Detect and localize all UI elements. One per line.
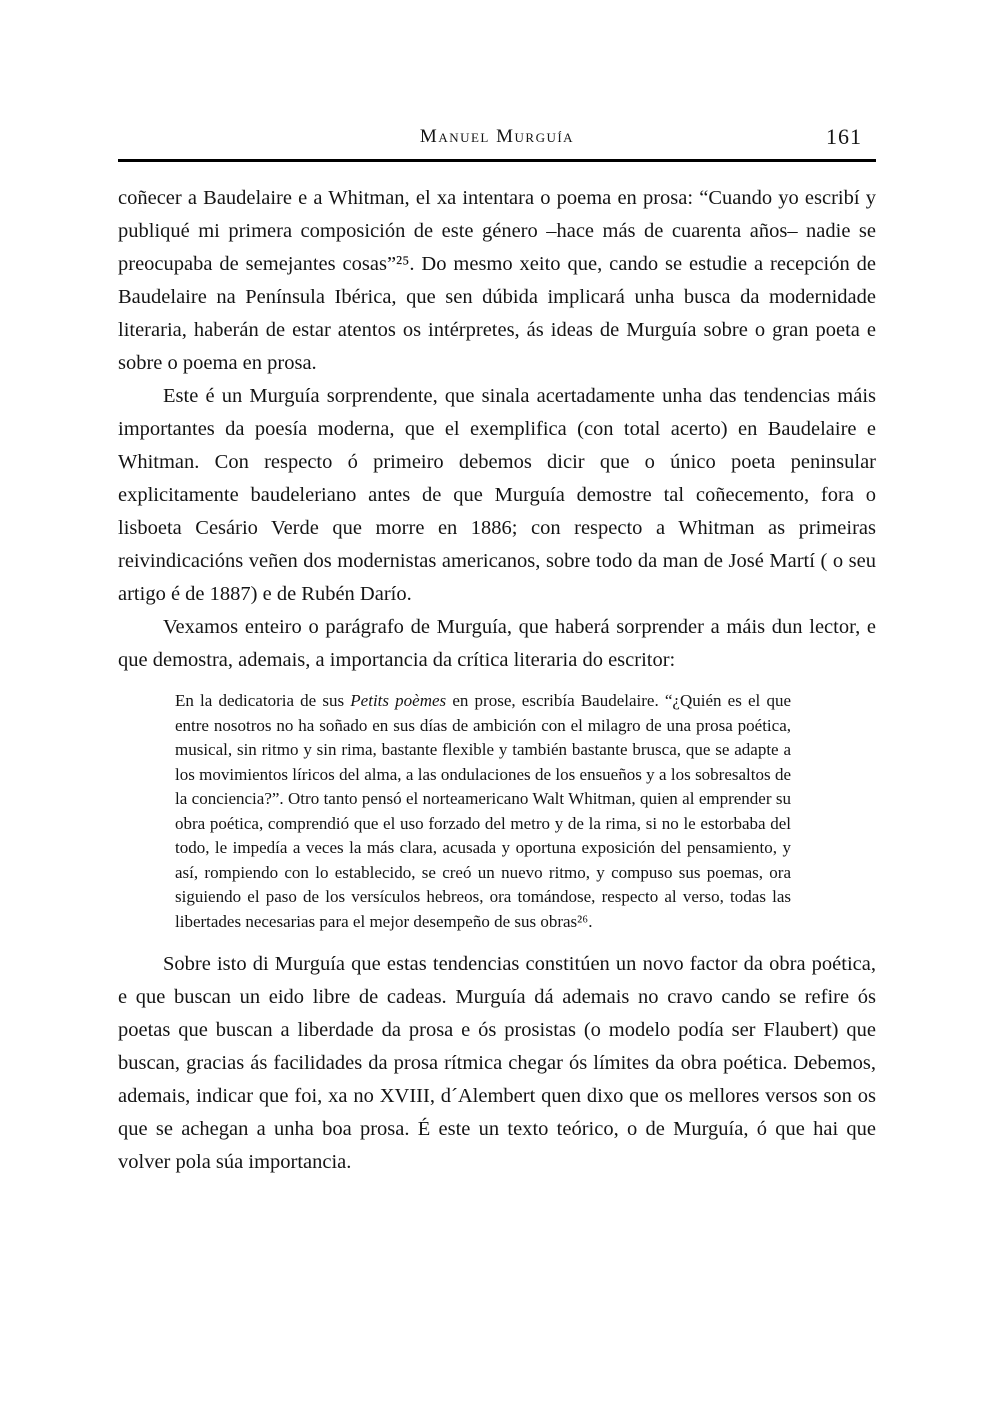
body-text [118, 182, 876, 1179]
page-header [118, 122, 876, 152]
block-quote [175, 689, 791, 934]
quote-text-after-title: en prose, escribía Baudelaire. “¿Quién es el que entre nosotros no ha soñado en sus días de ambición con el milagro de una prosa poética, musical, sin ritmo y sin rima, bastante flexible y también bastante brusca, que se adapte a los movimientos líricos del alma, a las ondulaciones de los ensueños y a los sobresaltos de la conciencia?”. Otro tanto pensó el norteamericano Walt Whitman, quien al emprender su obra poética, comprendió que el uso forzado del metro y de la rima, si no le estorbaba del todo, le impedía a veces la más clara, acusada y oportuna exposición del pensamiento, y así, rompiendo con lo establecido, se creó un nuevo ritmo, y compuso sus poemas, ora siguiendo el paso de los versículos hebreos, ora tomándose, respecto al verso, todas las libertades necesarias para el mejor desempeño de sus obras²⁶. [175, 691, 791, 931]
running-title: Manuel Murguía [419, 126, 575, 147]
paragraph: Sobre isto di Murguía que estas tendencias constitúen un novo factor da obra poética, e que buscan un eido libre de cadeas. Murguía dá ademais no cravo cando se refire ós poetas que buscan a liberdade da prosa e ós prosistas (o modelo podía ser Flaubert) que buscan, gracias ás facilidades da prosa rítmica chegar ós límites da obra poética. Debemos, ademais, indicar que foi, xa no XVIII, d´Alembert quen dixo que os mellores versos son os que se achegan a unha boa prosa. É este un texto teórico, o de Murguía, ó que hai que volver pola súa importancia. [118, 953, 876, 1173]
header-rule [118, 159, 876, 162]
page-number: 161 [826, 124, 862, 149]
paragraph: Vexamos enteiro o parágrafo de Murguía, que haberá sorprender a máis dun lector, e que demostra, ademais, a importancia da crítica literaria do escritor: [118, 616, 876, 671]
quote-text-before-title: En la dedicatoria de sus [175, 691, 351, 710]
paragraph: Este é un Murguía sorprendente, que sinala acertadamente unha das tendencias máis importantes da poesía moderna, que el exemplifica (con total acerto) en Baudelaire e Whitman. Con respecto ó primeiro debemos dicir que o único poeta peninsular explicitamente baudeleriano antes de que Murguía demostre tal coñecemento, fora o lisboeta Cesário Verde que morre en 1886; con respecto a Whitman as primeiras reivindicacións veñen dos modernistas americanos, sobre todo da man de José Martí ( o seu artigo é de 1887) e de Rubén Darío. [118, 385, 876, 605]
paragraph-continuation: coñecer a Baudelaire e a Whitman, el xa intentara o poema en prosa: “Cuando yo escribí y publiqué mi primera composición de este género –hace más de cuarenta años– nadie se preocupaba de semejantes cosas”²⁵. Do mesmo xeito que, cando se estudie a recepción de Baudelaire na Península Ibérica, que sen dúbida implicará unha busca da modernidade literaria, haberán de estar atentos os intérpretes, ás ideas de Murguía sobre o gran poeta e sobre o poema en prosa. [118, 187, 876, 374]
quote-work-title: Petits poèmes [350, 691, 447, 710]
